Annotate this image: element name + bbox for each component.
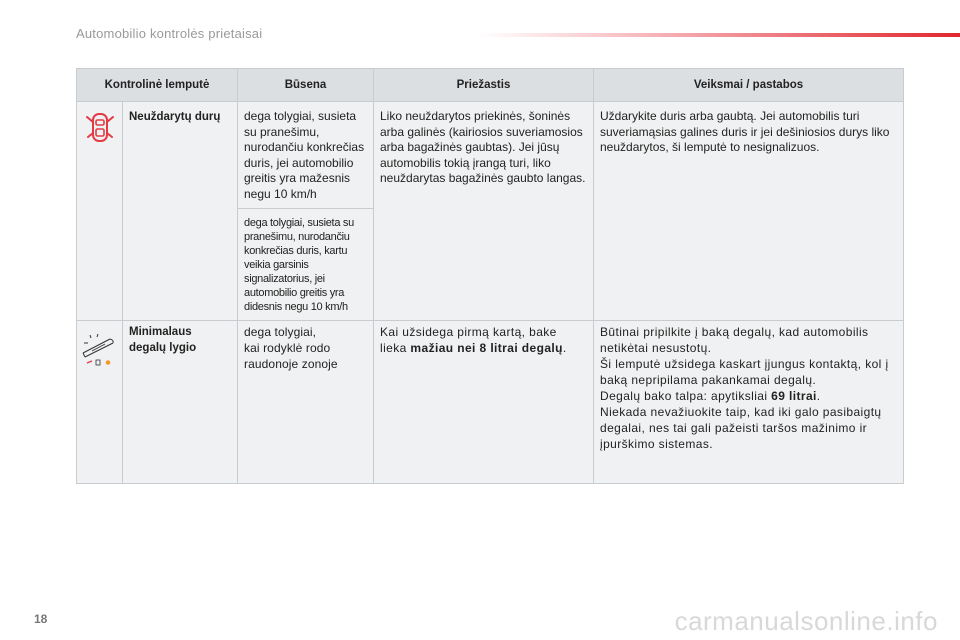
fuel-warning-name-line1: Minimalaus [129, 326, 192, 338]
door-state-1: dega tolygiai, susieta su pranešimu, nurodančiu konkrečias duris, jei automobilio greitis yra mažesnis negu 10 km/h [244, 109, 365, 201]
warning-lights-table [76, 68, 904, 484]
page-number: 18 [34, 612, 48, 626]
door-warning-name: Neuždarytų durų [129, 111, 221, 123]
fuel-warning-name-line2: degalų lygio [129, 342, 197, 354]
door-state-2-cell [238, 209, 374, 321]
col-header-warning-light: Kontrolinė lemputė [77, 69, 238, 102]
fuel-action-p1: Būtinai pripilkite į baką degalų, kad automobilis netikėtai nesustotų. [600, 325, 869, 355]
door-cause: Liko neuždarytos priekinės, šoninės arba galinės (kairiosios suveriamosios arba bagažinės gaubtas). Jei jūsų automobilis tokią įrangą turi, liko neuždarytas bagažinės gaubto langas. [380, 109, 586, 185]
fuel-action-p2: Ši lemputė užsidega kaskart įjungus kontaktą, kol į baką nepripilama pakankamai degalų. [600, 357, 889, 387]
fuel-action-p4: Niekada nevažiuokite taip, kad iki galo pasibaigtų degalai, nes tai gali pažeisti taršos mažinimo ir įpurškimo sistemas. [600, 405, 882, 451]
fuel-cause-bold: mažiau nei 8 litrai degalų [410, 341, 563, 355]
table-row [77, 102, 904, 209]
fuel-cause-end: . [562, 341, 567, 355]
fuel-state-line2: kai rodyklė rodo [244, 341, 331, 355]
fuel-cause [374, 321, 593, 362]
fuel-cause-cell [374, 321, 594, 484]
fuel-cause-text: Kai užsidega pirmą kartą, bake lieka [380, 325, 557, 355]
fuel-action-p3 [600, 388, 897, 404]
door-action: Uždarykite duris arba gaubtą. Jei automobilis turi suveriamąsias galines duris ir jei dešiniosios durys liko neuždarytos, ši lemputė to nesignalizuos. [600, 109, 890, 154]
door-cause-cell [374, 102, 594, 321]
col-header-actions: Veiksmai / pastabos [594, 69, 904, 102]
door-open-warning-icon [77, 102, 122, 150]
door-state-2: dega tolygiai, susieta su pranešimu, nurodančiu konkrečias duris, kartu veikia garsinis signalizatorius, jei automobilio greitis yra didesnis negu 10 km/h [244, 217, 354, 313]
header-accent-line [480, 33, 960, 37]
door-icon-cell [77, 102, 123, 321]
door-state-1-cell [238, 102, 374, 209]
fuel-action-p3-end: . [816, 389, 821, 403]
fuel-action-p3-text: Degalų bako talpa: apytiksliai [600, 389, 768, 403]
door-action-cell [594, 102, 904, 321]
col-header-state: Būsena [238, 69, 374, 102]
fuel-capacity-value: 69 litrai [771, 389, 817, 403]
table-header-row [77, 69, 904, 102]
fuel-state-line3: raudonoje zonoje [244, 357, 338, 371]
fuel-action [594, 321, 903, 458]
fuel-state-cell [238, 321, 374, 484]
watermark: carmanualsonline.info [674, 606, 938, 636]
table-row [77, 321, 904, 484]
fuel-icon-cell [77, 321, 123, 484]
fuel-gauge-icon [77, 321, 122, 378]
col-header-cause: Priežastis [374, 69, 594, 102]
door-warning-name-cell [123, 102, 238, 321]
fuel-action-cell [594, 321, 904, 484]
fuel-state-line1: dega tolygiai, [244, 325, 317, 339]
page-header-title: Automobilio kontrolės prietaisai [76, 26, 263, 41]
fuel-warning-name-cell [123, 321, 238, 484]
